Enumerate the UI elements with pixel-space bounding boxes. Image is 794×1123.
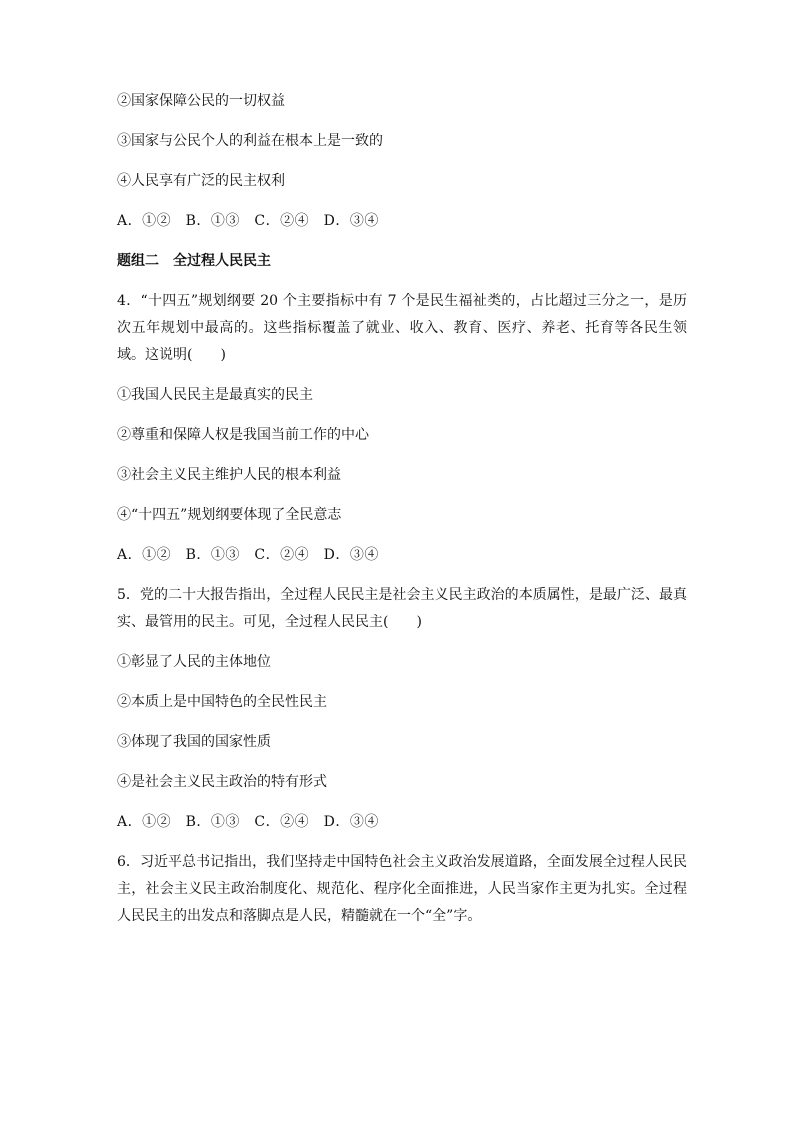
q5-stem: 5．党的二十大报告指出，全过程人民民主是社会主义民主政治的本质属性，是最广泛、最真实、最管用的民主。可见，全过程人民民主( ) [117, 587, 687, 630]
q4-stem: 4．“十四五”规划纲要 20 个主要指标中有 7 个是民生福祉类的，占比超过三分之一，是历次五年规划中最高的。这些指标覆盖了就业、收入、教育、医疗、养老、托育等各民生领域。这说明( ) [117, 293, 687, 363]
q4-answer-choices: A．①② B．①③ C．②④ D．③④ [117, 547, 379, 563]
q5-option-2: ②本质上是中国特色的全民性民主 [117, 694, 327, 710]
q3-answer-choices: A．①② B．①③ C．②④ D．③④ [117, 213, 379, 229]
q5-answer-choices: A．①② B．①③ C．②④ D．③④ [117, 814, 379, 830]
q5-option-3: ③体现了我国的国家性质 [117, 734, 271, 750]
q3-option-2: ②国家保障公民的一切权益 [117, 93, 285, 109]
q3-option-3: ③国家与公民个人的利益在根本上是一致的 [117, 133, 383, 149]
q4-option-3: ③社会主义民主维护人民的根本利益 [117, 467, 341, 483]
q6-stem: 6．习近平总书记指出，我们坚持走中国特色社会主义政治发展道路，全面发展全过程人民民主，社会主义民主政治制度化、规范化、程序化全面推进，人民当家作主更为扎实。全过程人民民主的出发点和落脚点是人民，精髓就在一个“全”字。 [117, 854, 687, 924]
q3-option-4: ④人民享有广泛的民主权利 [117, 173, 285, 189]
q4-option-1: ①我国人民民主是最真实的民主 [117, 387, 313, 403]
group-2-heading: 题组二 全过程人民民主 [117, 253, 271, 269]
q4-option-2: ②尊重和保障人权是我国当前工作的中心 [117, 427, 369, 443]
q5-option-1: ①彰显了人民的主体地位 [117, 654, 271, 670]
q5-option-4: ④是社会主义民主政治的特有形式 [117, 774, 327, 790]
q4-option-4: ④“十四五”规划纲要体现了全民意志 [117, 507, 342, 523]
